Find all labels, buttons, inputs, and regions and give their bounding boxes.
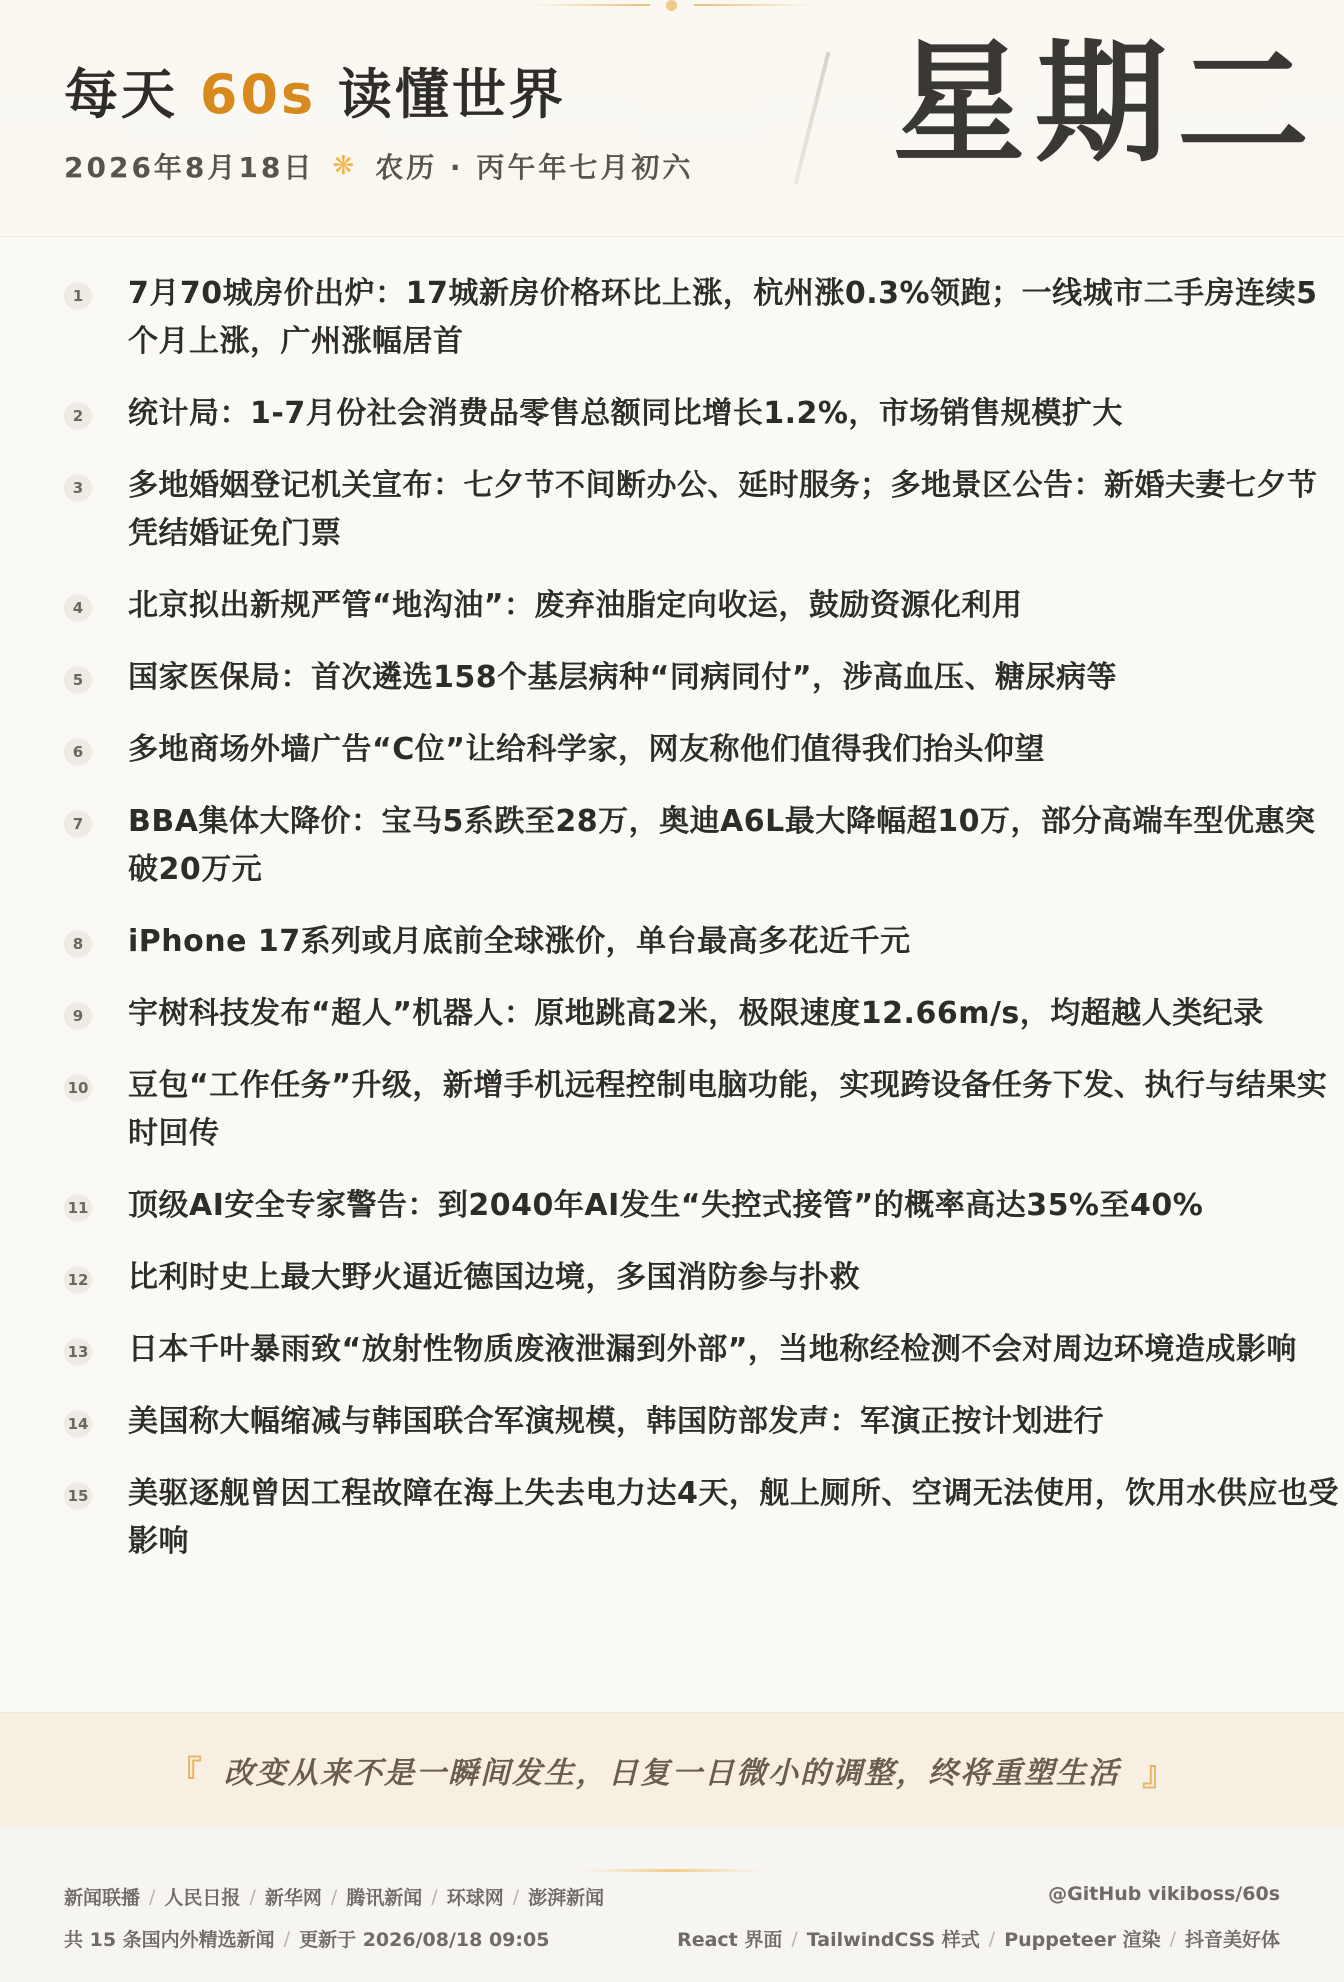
news-number-badge: 4 bbox=[64, 594, 92, 622]
news-item bbox=[0, 1470, 1344, 1566]
news-count: 共 15 条国内外精选新闻 bbox=[64, 1929, 275, 1951]
news-item bbox=[0, 918, 1344, 966]
quote-open-mark: 『 bbox=[168, 1753, 202, 1794]
footer-meta bbox=[64, 1925, 549, 1952]
news-item bbox=[0, 1254, 1344, 1302]
header bbox=[0, 0, 1344, 237]
tech-item: Puppeteer 渲染 bbox=[1004, 1929, 1161, 1951]
decoration-line-right bbox=[694, 4, 814, 6]
news-headline: 顶级AI安全专家警告：到2040年AI发生“失控式接管”的概率高达35%至40% bbox=[128, 1188, 1204, 1223]
news-item bbox=[0, 1326, 1344, 1374]
news-number-badge: 13 bbox=[64, 1338, 92, 1366]
tech-item: TailwindCSS 样式 bbox=[806, 1929, 980, 1951]
news-source: 人民日报 bbox=[164, 1887, 241, 1909]
update-time: 更新于 2026/08/18 09:05 bbox=[299, 1929, 550, 1951]
news-headline: 北京拟出新规严管“地沟油”：废弃油脂定向收运，鼓励资源化利用 bbox=[128, 588, 1023, 623]
news-item bbox=[0, 582, 1344, 630]
news-headline: 7月70城房价出炉：17城新房价格环比上涨，杭州涨0.3%领跑；一线城市二手房连续5个月上涨，广州涨幅居首 bbox=[128, 276, 1318, 359]
date-line bbox=[64, 146, 693, 186]
news-number-badge: 14 bbox=[64, 1410, 92, 1438]
news-source: 新华网 bbox=[264, 1887, 322, 1909]
quote-close-mark: 』 bbox=[1142, 1753, 1176, 1794]
github-link[interactable]: @GitHub vikiboss/60s bbox=[1048, 1883, 1280, 1905]
footer-separator: / bbox=[791, 1927, 798, 1950]
tech-stack bbox=[677, 1925, 1280, 1952]
footer-separator: / bbox=[512, 1885, 520, 1908]
quote-text: 改变从来不是一瞬间发生，日复一日微小的调整，终将重塑生活 bbox=[224, 1756, 1120, 1791]
decoration-line-left bbox=[530, 4, 650, 6]
news-item bbox=[0, 990, 1344, 1038]
news-number-badge: 15 bbox=[64, 1482, 92, 1510]
news-number-badge: 1 bbox=[64, 282, 92, 310]
star-icon: ❋ bbox=[332, 151, 358, 181]
github-credit[interactable] bbox=[1048, 1883, 1280, 1905]
title-accent: 60s bbox=[199, 63, 317, 126]
lunar-date: 农历 · 丙午年七月初六 bbox=[375, 151, 694, 184]
news-item bbox=[0, 726, 1344, 774]
news-item bbox=[0, 462, 1344, 558]
footer-separator: / bbox=[1169, 1927, 1176, 1950]
news-item bbox=[0, 798, 1344, 894]
news-source: 澎湃新闻 bbox=[528, 1887, 605, 1909]
top-decoration bbox=[530, 0, 814, 12]
news-item bbox=[0, 270, 1344, 366]
news-headline: 豆包“工作任务”升级，新增手机远程控制电脑功能，实现跨设备任务下发、执行与结果实时回传 bbox=[128, 1068, 1328, 1151]
news-headline: 多地婚姻登记机关宣布：七夕节不间断办公、延时服务；多地景区公告：新婚夫妻七夕节凭结婚证免门票 bbox=[128, 468, 1318, 551]
news-headline: 日本千叶暴雨致“放射性物质废液泄漏到外部”，当地称经检测不会对周边环境造成影响 bbox=[128, 1332, 1297, 1367]
news-number-badge: 7 bbox=[64, 810, 92, 838]
decoration-dot bbox=[666, 0, 677, 11]
news-number-badge: 12 bbox=[64, 1266, 92, 1294]
news-headline: 比利时史上最大野火逼近德国边境，多国消防参与扑救 bbox=[128, 1260, 860, 1295]
news-headline: iPhone 17系列或月底前全球涨价，单台最高多花近千元 bbox=[128, 924, 911, 959]
footer-separator: / bbox=[149, 1885, 156, 1908]
news-item bbox=[0, 654, 1344, 702]
news-source: 新闻联播 bbox=[64, 1887, 141, 1909]
news-headline: BBA集体大降价：宝马5系跌至28万，奥迪A6L最大降幅超10万，部分高端车型优惠突破20万元 bbox=[128, 804, 1316, 887]
news-number-badge: 5 bbox=[64, 666, 92, 694]
news-item bbox=[0, 1062, 1344, 1158]
news-number-badge: 3 bbox=[64, 474, 92, 502]
news-headline: 国家医保局：首次遴选158个基层病种“同病同付”，涉高血压、糖尿病等 bbox=[128, 660, 1118, 695]
footer-separator: / bbox=[431, 1885, 438, 1908]
news-headline: 美驱逐舰曾因工程故障在海上失去电力达4天，舰上厕所、空调无法使用，饮用水供应也受影响 bbox=[128, 1476, 1339, 1559]
weekday-label: 星期二 bbox=[893, 27, 1319, 181]
title-prefix: 每天 bbox=[64, 63, 200, 126]
footer bbox=[0, 1827, 1344, 1982]
footer-separator: / bbox=[988, 1927, 996, 1950]
news-headline: 多地商场外墙广告“C位”让给科学家，网友称他们值得我们抬头仰望 bbox=[128, 732, 1045, 767]
daily-quote bbox=[0, 1712, 1344, 1828]
news-number-badge: 2 bbox=[64, 402, 92, 430]
title-suffix: 读懂世界 bbox=[316, 63, 566, 126]
news-item bbox=[0, 1398, 1344, 1446]
footer-decoration bbox=[582, 1869, 762, 1872]
news-source: 环球网 bbox=[446, 1887, 504, 1909]
news-headline: 美国称大幅缩减与韩国联合军演规模，韩国防部发声：军演正按计划进行 bbox=[128, 1404, 1104, 1439]
news-list bbox=[0, 270, 1344, 1590]
news-item bbox=[0, 1182, 1344, 1230]
news-source: 腾讯新闻 bbox=[346, 1887, 423, 1909]
footer-separator: / bbox=[249, 1885, 256, 1908]
footer-separator: / bbox=[283, 1927, 291, 1950]
news-sources bbox=[64, 1883, 604, 1910]
news-headline: 宇树科技发布“超人”机器人：原地跳高2米，极限速度12.66m/s，均超越人类纪录 bbox=[128, 996, 1264, 1031]
footer-separator: / bbox=[330, 1885, 338, 1908]
news-number-badge: 9 bbox=[64, 1002, 92, 1030]
page-title bbox=[64, 52, 566, 129]
header-divider bbox=[794, 52, 831, 185]
news-number-badge: 11 bbox=[64, 1194, 92, 1222]
tech-item: React 界面 bbox=[677, 1929, 783, 1951]
news-number-badge: 6 bbox=[64, 738, 92, 766]
news-headline: 统计局：1-7月份社会消费品零售总额同比增长1.2%，市场销售规模扩大 bbox=[128, 396, 1123, 431]
gregorian-date: 2026年8月18日 bbox=[64, 151, 315, 184]
news-number-badge: 10 bbox=[64, 1074, 92, 1102]
news-item bbox=[0, 390, 1344, 438]
news-number-badge: 8 bbox=[64, 930, 92, 958]
tech-item: 抖音美好体 bbox=[1184, 1929, 1280, 1951]
